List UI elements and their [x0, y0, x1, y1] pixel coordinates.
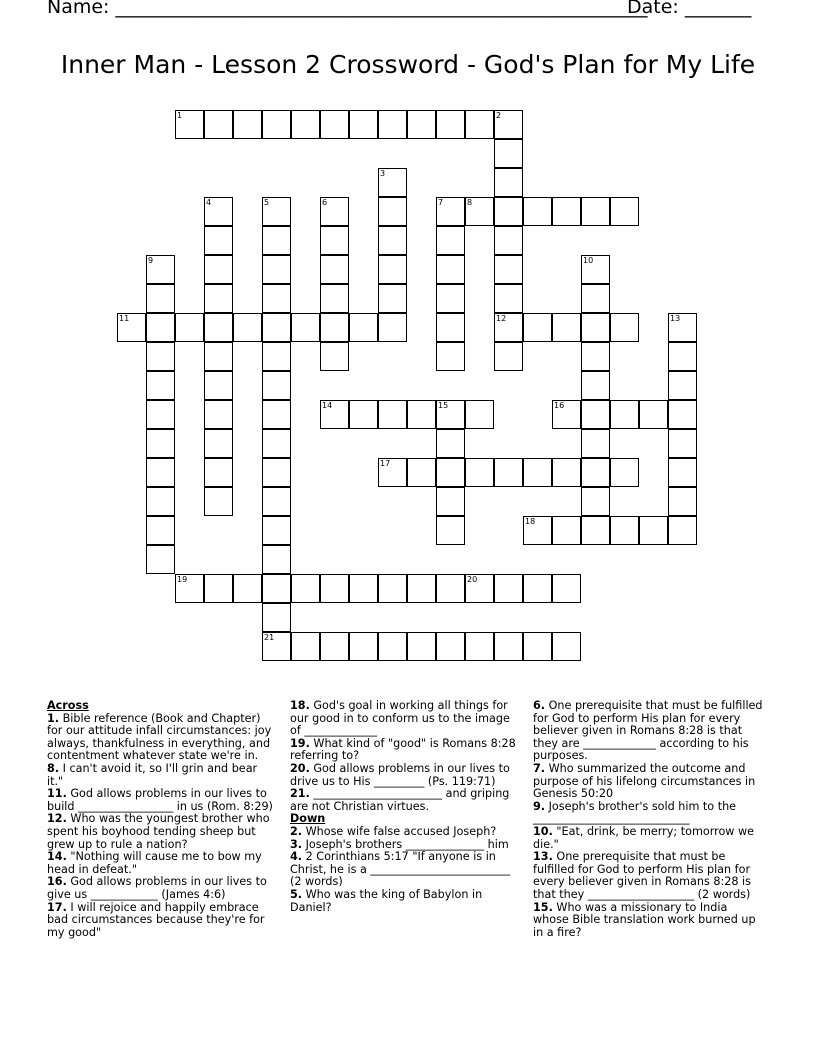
clue-item-number: 14. — [47, 850, 67, 864]
grid-cell[interactable] — [262, 574, 291, 603]
clue-item — [533, 763, 765, 801]
grid-cell[interactable] — [262, 342, 291, 371]
clue-number: 12 — [496, 314, 507, 323]
clue-item — [533, 902, 765, 940]
grid-cell[interactable] — [262, 371, 291, 400]
clue-item-text: _______________________ and griping are not Christian virtues. — [290, 787, 510, 813]
clue-item — [290, 889, 518, 914]
grid-cell[interactable] — [204, 371, 233, 400]
clue-item-number: 18. — [290, 699, 310, 712]
grid-cell[interactable] — [378, 574, 407, 603]
clue-item-text: One prerequisite that must be fulfilled for God to perform His plan for every believer given in Romans 8:28 is that they ___________________ (2 words) — [533, 850, 751, 901]
across-heading: Across — [47, 699, 89, 712]
grid-cell[interactable] — [378, 110, 407, 139]
grid-cell[interactable] — [581, 255, 610, 284]
clue-item-number: 9. — [533, 799, 546, 813]
page-title: Inner Man - Lesson 2 Crossword - God's Plan for My Life — [60, 50, 756, 79]
clues-column-3 — [533, 700, 765, 939]
grid-cell[interactable] — [204, 400, 233, 429]
grid-cell[interactable] — [204, 197, 233, 226]
grid-cell[interactable] — [291, 574, 320, 603]
grid-cell[interactable] — [465, 632, 494, 661]
grid-cell[interactable] — [668, 458, 697, 487]
grid-cell[interactable] — [204, 574, 233, 603]
grid-cell[interactable] — [436, 255, 465, 284]
clue-item-text: Joseph's brother's sold him to the ____________________________ — [533, 799, 737, 826]
clue-item-text: Who was the king of Babylon in Daniel? — [290, 887, 483, 914]
clue-item-number: 16. — [47, 875, 67, 889]
grid-cell[interactable] — [668, 371, 697, 400]
grid-cell[interactable] — [233, 574, 262, 603]
grid-cell[interactable] — [175, 574, 204, 603]
clue-item-text: Who was the youngest brother who spent his boyhood tending sheep but grew up to rule a nation? — [47, 812, 270, 851]
clue-number: 6 — [322, 198, 328, 207]
grid-cell[interactable] — [465, 197, 494, 226]
grid-cell[interactable] — [320, 342, 349, 371]
grid-cell[interactable] — [349, 400, 378, 429]
grid-cell[interactable] — [262, 400, 291, 429]
grid-cell[interactable] — [581, 429, 610, 458]
grid-cell[interactable] — [581, 400, 610, 429]
clue-number: 18 — [525, 517, 536, 526]
grid-cell[interactable] — [204, 255, 233, 284]
grid-cell[interactable] — [494, 168, 523, 197]
clue-item — [533, 801, 765, 826]
grid-cell[interactable] — [523, 313, 552, 342]
clue-item — [533, 826, 765, 851]
clue-item-text: Whose wife false accused Joseph? — [302, 824, 497, 838]
grid-cell[interactable] — [407, 400, 436, 429]
clue-item-number: 13. — [533, 850, 553, 864]
grid-cell[interactable] — [233, 110, 262, 139]
grid-cell[interactable] — [639, 516, 668, 545]
grid-cell[interactable] — [668, 516, 697, 545]
grid-cell[interactable] — [668, 487, 697, 516]
grid-cell[interactable] — [436, 313, 465, 342]
grid-cell[interactable] — [378, 632, 407, 661]
clue-number: 9 — [148, 256, 154, 265]
grid-cell[interactable] — [581, 371, 610, 400]
clue-item-text: "Eat, drink, be merry; tomorrow we die." — [533, 824, 755, 851]
grid-cell[interactable] — [581, 342, 610, 371]
clue-item-text: 2 Corinthians 5:17 "If anyone is in Christ, he is a _________________________ (2 words) — [290, 850, 511, 889]
grid-cell[interactable] — [146, 458, 175, 487]
grid-cell[interactable] — [262, 429, 291, 458]
clue-item — [290, 763, 518, 788]
grid-cell[interactable] — [204, 110, 233, 139]
grid-cell[interactable] — [320, 400, 349, 429]
grid-cell[interactable] — [262, 110, 291, 139]
grid-cell[interactable] — [378, 400, 407, 429]
clue-item-number: 8. — [47, 761, 60, 775]
grid-cell[interactable] — [436, 632, 465, 661]
grid-cell[interactable] — [436, 487, 465, 516]
clue-item — [290, 738, 518, 763]
grid-cell[interactable] — [668, 429, 697, 458]
grid-cell[interactable] — [523, 197, 552, 226]
date-line: Date: _______ — [627, 0, 752, 18]
grid-cell[interactable] — [523, 516, 552, 545]
grid-cell[interactable] — [639, 400, 668, 429]
grid-cell[interactable] — [262, 255, 291, 284]
grid-cell[interactable] — [494, 632, 523, 661]
clue-item — [533, 851, 765, 901]
clue-number: 3 — [380, 169, 386, 178]
clue-item — [290, 851, 518, 889]
grid-cell[interactable] — [175, 110, 204, 139]
grid-cell[interactable] — [378, 313, 407, 342]
grid-cell[interactable] — [494, 574, 523, 603]
grid-cell[interactable] — [204, 226, 233, 255]
grid-cell[interactable] — [523, 574, 552, 603]
clue-number: 19 — [177, 575, 188, 584]
grid-cell[interactable] — [378, 226, 407, 255]
grid-cell[interactable] — [581, 284, 610, 313]
grid-cell[interactable] — [494, 342, 523, 371]
grid-cell[interactable] — [262, 632, 291, 661]
grid-cell[interactable] — [262, 313, 291, 342]
clue-item-text: God allows problems in our lives to give us ____________ (James 4:6) — [47, 875, 267, 901]
grid-cell[interactable] — [262, 516, 291, 545]
clue-number: 8 — [467, 198, 473, 207]
clue-number: 15 — [438, 401, 449, 410]
clue-item-text: God allows problems in our lives to build _________________ in us (Rom. 8:29) — [47, 787, 273, 813]
clue-item — [47, 902, 275, 940]
grid-cell[interactable] — [494, 313, 523, 342]
grid-cell[interactable] — [320, 255, 349, 284]
grid-cell[interactable] — [407, 632, 436, 661]
clue-number: 14 — [322, 401, 333, 410]
grid-cell[interactable] — [465, 400, 494, 429]
grid-cell[interactable] — [320, 110, 349, 139]
clue-item — [47, 713, 275, 763]
grid-cell[interactable] — [175, 313, 204, 342]
clue-item — [290, 700, 518, 738]
grid-cell[interactable] — [204, 284, 233, 313]
clue-number: 2 — [496, 111, 502, 120]
grid-cell[interactable] — [204, 487, 233, 516]
clue-item-number: 21. — [290, 787, 310, 801]
clue-number: 10 — [583, 256, 594, 265]
grid-cell[interactable] — [146, 516, 175, 545]
grid-cell[interactable] — [610, 516, 639, 545]
grid-cell[interactable] — [204, 313, 233, 342]
grid-cell[interactable] — [349, 574, 378, 603]
grid-cell[interactable] — [494, 139, 523, 168]
grid-cell[interactable] — [610, 400, 639, 429]
clue-item-text: God allows problems in our lives to drive us to His _________ (Ps. 119:71) — [290, 761, 510, 788]
clue-item — [47, 788, 275, 813]
clue-number: 13 — [670, 314, 681, 323]
grid-cell[interactable] — [552, 313, 581, 342]
clue-item-number: 12. — [47, 812, 67, 826]
grid-cell[interactable] — [581, 516, 610, 545]
clue-item-number: 7. — [533, 761, 546, 775]
clue-item-text: God's goal in working all things for our good in to conform us to the image of _____________ — [290, 699, 510, 738]
grid-cell[interactable] — [146, 342, 175, 371]
grid-cell[interactable] — [552, 632, 581, 661]
clue-item-text: "Nothing will cause me to bow my head in defeat." — [47, 850, 262, 876]
grid-cell[interactable] — [436, 284, 465, 313]
grid-cell[interactable] — [465, 458, 494, 487]
grid-cell[interactable] — [436, 197, 465, 226]
grid-cell[interactable] — [204, 342, 233, 371]
grid-cell[interactable] — [407, 110, 436, 139]
clue-number: 11 — [119, 314, 130, 323]
clues-column-1 — [47, 700, 275, 939]
grid-cell[interactable] — [494, 284, 523, 313]
grid-cell[interactable] — [581, 197, 610, 226]
clue-item-text: Bible reference (Book and Chapter) for our attitude infall circumstances: joy always, thankfulness in everything, and contentment whatever state we're in. — [47, 711, 272, 763]
grid-cell[interactable] — [146, 429, 175, 458]
clue-item-text: Who was a missionary to India whose Bible translation work burned up in a fire? — [533, 900, 756, 939]
grid-cell[interactable] — [204, 458, 233, 487]
grid-cell[interactable] — [465, 110, 494, 139]
clue-number: 17 — [380, 459, 391, 468]
clue-item — [47, 763, 275, 788]
grid-cell[interactable] — [320, 284, 349, 313]
clue-number: 21 — [264, 633, 275, 642]
grid-cell[interactable] — [668, 400, 697, 429]
grid-cell[interactable] — [262, 487, 291, 516]
clue-number: 4 — [206, 198, 212, 207]
grid-cell[interactable] — [436, 400, 465, 429]
grid-cell[interactable] — [494, 110, 523, 139]
grid-cell[interactable] — [668, 342, 697, 371]
grid-cell[interactable] — [494, 226, 523, 255]
clue-number: 16 — [554, 401, 565, 410]
clue-item-number: 5. — [290, 887, 303, 901]
clue-item — [47, 876, 275, 901]
clue-item-number: 2. — [290, 824, 303, 838]
clue-item — [47, 851, 275, 876]
clue-item-number: 1. — [47, 711, 60, 725]
grid-cell[interactable] — [436, 458, 465, 487]
grid-cell[interactable] — [349, 313, 378, 342]
grid-cell[interactable] — [436, 342, 465, 371]
grid-cell[interactable] — [262, 603, 291, 632]
clue-item-number: 17. — [47, 900, 67, 914]
clue-item-number: 3. — [290, 837, 303, 851]
name-line: Name: ________________________________________________________ — [47, 0, 648, 18]
grid-cell[interactable] — [378, 284, 407, 313]
clue-item-number: 15. — [533, 900, 553, 914]
clue-item — [290, 788, 518, 813]
grid-cell[interactable] — [436, 429, 465, 458]
grid-cell[interactable] — [233, 313, 262, 342]
grid-cell[interactable] — [494, 255, 523, 284]
grid-cell[interactable] — [262, 197, 291, 226]
clue-item-number: 20. — [290, 761, 310, 775]
grid-cell[interactable] — [552, 197, 581, 226]
clue-item-text: Who summarized the outcome and purpose of his lifelong circumstances in Genesis 50:20 — [533, 761, 756, 801]
grid-cell[interactable] — [349, 110, 378, 139]
grid-cell[interactable] — [146, 255, 175, 284]
grid-cell[interactable] — [146, 313, 175, 342]
grid-cell[interactable] — [465, 574, 494, 603]
grid-cell[interactable] — [320, 226, 349, 255]
clue-item-number: 10. — [533, 824, 553, 838]
grid-cell[interactable] — [552, 458, 581, 487]
grid-cell[interactable] — [581, 458, 610, 487]
grid-cell[interactable] — [407, 458, 436, 487]
grid-cell[interactable] — [407, 574, 436, 603]
grid-cell[interactable] — [523, 458, 552, 487]
grid-cell[interactable] — [204, 429, 233, 458]
clue-item-text: I will rejoice and happily embrace bad circumstances because they're for my good" — [47, 900, 265, 939]
clue-number: 20 — [467, 575, 478, 584]
grid-cell[interactable] — [610, 197, 639, 226]
clue-item — [47, 813, 275, 851]
clue-number: 7 — [438, 198, 444, 207]
grid-cell[interactable] — [146, 284, 175, 313]
grid-cell[interactable] — [552, 400, 581, 429]
grid-cell[interactable] — [378, 458, 407, 487]
grid-cell[interactable] — [320, 632, 349, 661]
grid-cell[interactable] — [552, 516, 581, 545]
grid-cell[interactable] — [581, 313, 610, 342]
clue-item-text: Joseph's brothers ______________ him — [302, 837, 509, 851]
grid-cell[interactable] — [494, 197, 523, 226]
grid-cell[interactable] — [262, 226, 291, 255]
grid-cell[interactable] — [349, 632, 378, 661]
grid-cell[interactable] — [523, 632, 552, 661]
grid-cell[interactable] — [291, 110, 320, 139]
grid-cell[interactable] — [436, 574, 465, 603]
grid-cell[interactable] — [262, 545, 291, 574]
grid-cell[interactable] — [146, 545, 175, 574]
grid-cell[interactable] — [378, 255, 407, 284]
grid-cell[interactable] — [291, 632, 320, 661]
grid-cell[interactable] — [291, 313, 320, 342]
grid-cell[interactable] — [668, 313, 697, 342]
grid-cell[interactable] — [146, 400, 175, 429]
clue-item-text: What kind of "good" is Romans 8:28 referring to? — [290, 736, 516, 763]
grid-cell[interactable] — [436, 516, 465, 545]
clue-item-number: 6. — [533, 699, 546, 712]
grid-cell[interactable] — [552, 574, 581, 603]
clue-item-number: 19. — [290, 736, 310, 750]
clue-number: 5 — [264, 198, 270, 207]
grid-cell[interactable] — [146, 371, 175, 400]
clues-column-2 — [290, 700, 518, 914]
grid-cell[interactable] — [146, 487, 175, 516]
grid-cell[interactable] — [117, 313, 146, 342]
clue-item-text: I can't avoid it, so I'll grin and bear it." — [47, 761, 258, 788]
grid-cell[interactable] — [436, 226, 465, 255]
clue-number: 1 — [177, 111, 183, 120]
grid-cell[interactable] — [378, 168, 407, 197]
clue-item-number: 11. — [47, 787, 67, 801]
grid-cell[interactable] — [494, 458, 523, 487]
grid-cell[interactable] — [320, 313, 349, 342]
grid-cell[interactable] — [320, 574, 349, 603]
grid-cell[interactable] — [610, 458, 639, 487]
grid-cell[interactable] — [436, 110, 465, 139]
down-heading: Down — [290, 812, 326, 826]
clue-item — [533, 700, 765, 763]
grid-cell[interactable] — [320, 197, 349, 226]
grid-cell[interactable] — [262, 458, 291, 487]
grid-cell[interactable] — [610, 313, 639, 342]
grid-cell[interactable] — [378, 197, 407, 226]
clue-item-text: One prerequisite that must be fulfilled for God to perform His plan for every believer given in Romans 8:28 is that they are _____________ according to his purposes. — [533, 699, 763, 763]
grid-cell[interactable] — [262, 284, 291, 313]
grid-cell[interactable] — [581, 487, 610, 516]
clue-item-number: 4. — [290, 850, 303, 864]
